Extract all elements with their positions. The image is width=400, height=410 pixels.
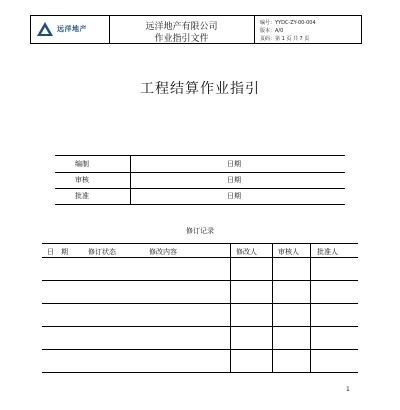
doc-page-info: 页码：第 1 页 共 7 页	[260, 36, 310, 42]
doc-version: 版本：A/0	[260, 28, 284, 34]
header-date: 日 期	[47, 248, 68, 256]
approval-table	[55, 155, 345, 205]
doc-info-cell	[254, 16, 361, 43]
company-cell	[109, 16, 255, 43]
revision-title: 修订记录	[186, 227, 214, 235]
approval-row	[55, 156, 345, 173]
header-reviewer: 审核人	[278, 248, 299, 256]
doc-code: 编号：YYDC-ZY-00-004	[260, 20, 316, 26]
page-number: 1	[346, 386, 350, 393]
revision-col-line	[230, 244, 231, 372]
approval-date-label: 日期	[227, 176, 241, 184]
document-type: 作业指引文件	[154, 34, 209, 44]
approval-row	[55, 172, 345, 189]
revision-col-line	[310, 244, 311, 372]
header-approver: 批准人	[317, 248, 338, 256]
approval-date-label: 日期	[227, 160, 241, 168]
logo-cell	[31, 16, 110, 43]
company-logo-icon	[36, 21, 54, 37]
header-content: 修改内容	[149, 248, 177, 256]
document-header	[30, 15, 362, 44]
approval-label: 编制	[75, 160, 89, 168]
header-revision-status: 修订状态	[88, 248, 116, 256]
company-name: 远洋地产有限公司	[145, 22, 218, 32]
header-modifier: 修改人	[236, 248, 257, 256]
approval-label: 批准	[75, 192, 89, 200]
approval-label: 审核	[75, 176, 89, 184]
approval-date-label: 日期	[227, 192, 241, 200]
logo-text: 远洋地产	[57, 25, 87, 33]
revision-table	[42, 243, 358, 373]
approval-row	[55, 188, 345, 204]
revision-col-line	[272, 244, 273, 372]
document-title: 工程结算作业指引	[140, 81, 260, 97]
